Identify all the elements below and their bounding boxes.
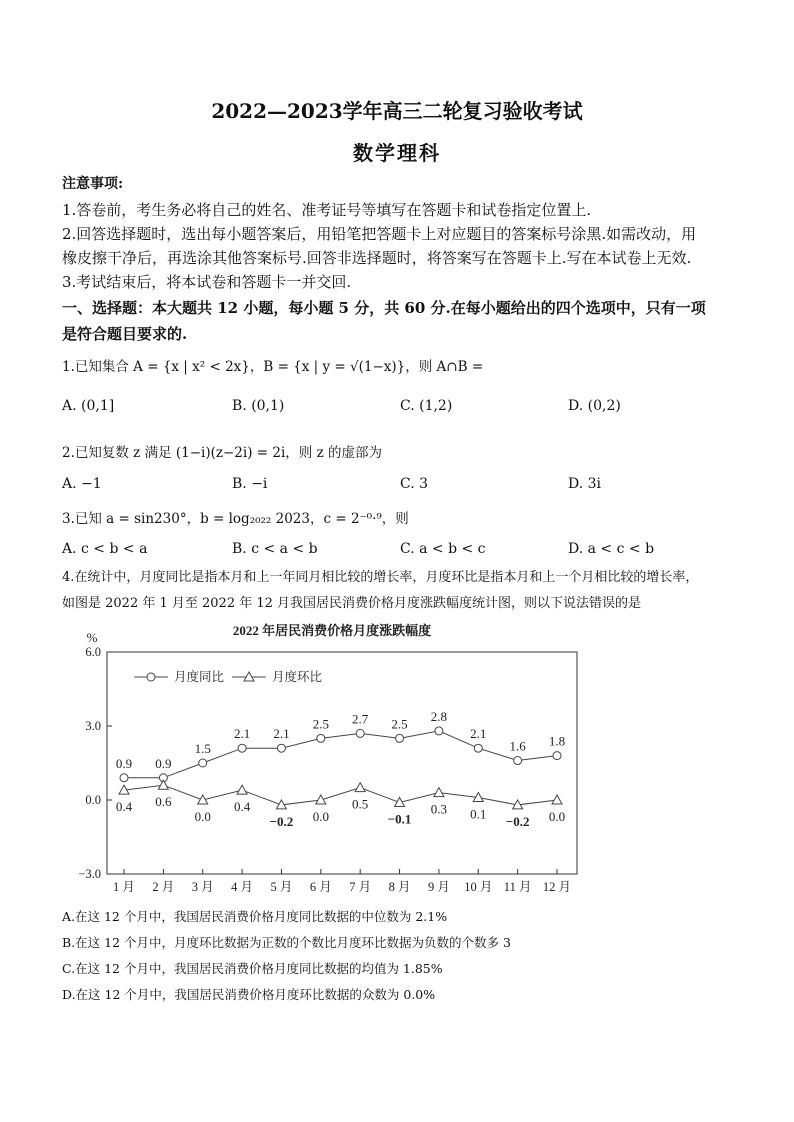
section1-heading-cont: 是符合题目要求的. [62,325,188,343]
data-label-mom: 0.3 [430,801,448,817]
series-lines [124,731,557,805]
data-point-yoy [435,727,443,735]
data-point-yoy [356,729,364,737]
section1-heading: 一、选择题：本大题共 12 小题，每小题 5 分，共 60 分.在每小题给出的四个选项中，只有一项 [62,299,706,317]
data-point-yoy [553,752,561,760]
y-axis-unit-label: % [86,630,98,645]
data-point-yoy [396,734,404,742]
x-tick-label: 7 月 [349,880,372,894]
question-1-option-d[interactable]: D. (0,2) [568,398,621,414]
question-2-option-a[interactable]: A. −1 [62,476,102,492]
y-tick-label: −3.0 [78,867,101,881]
data-label-yoy: 2.1 [273,726,290,742]
data-label-mom: 0.0 [312,809,329,824]
data-label-yoy: 2.1 [233,726,251,742]
y-tick-label: 0.0 [85,793,101,807]
data-label-yoy: 1.6 [509,738,526,754]
x-tick-label: 12 月 [542,880,572,894]
question-2-stem: 2.已知复数 z 满足 (1−i)(z−2i) = 2i，则 z 的虚部为 [62,445,382,461]
data-label-yoy: 1.8 [548,733,566,749]
x-tick-label: 11 月 [503,880,532,894]
data-point-yoy [120,774,128,782]
notice-item-3: 3.考试结束后，将本试卷和答题卡一并交回. [62,273,352,291]
data-label-mom: 0.6 [155,794,172,810]
question-4-stem-line2: 如图是 2022 年 1 月至 2022 年 12 月我国居民消费价格月度涨跌幅度统计图，则以下说法错误的是 [62,596,642,611]
question-3-stem: 3.已知 a = sin230°，b = log₂₀₂₂ 2023，c = 2⁻⁰·⁹，则 [62,511,409,527]
data-point-mom [552,795,562,804]
data-label-mom: 0.1 [470,806,487,822]
x-tick-label: 10 月 [464,880,493,894]
data-point-yoy [514,757,522,765]
data-label-yoy: 2.8 [430,708,448,724]
data-label-yoy: 2.7 [352,711,369,727]
series-line-yoy [124,731,557,778]
data-label-yoy: 0.9 [155,755,172,771]
data-point-yoy [238,744,246,752]
question-2-option-b[interactable]: B. −i [232,476,268,492]
notice-item-1: 1.答卷前，考生务必将自己的姓名、准考证号等填写在答题卡和试卷指定位置上. [62,201,592,219]
notice-heading: 注意事项: [62,176,124,192]
legend-circle-marker [147,673,155,681]
data-label-mom: 0.5 [352,796,369,812]
data-label-yoy: 0.9 [115,755,133,771]
x-tick-label: 2 月 [152,880,175,894]
data-label-mom: 0.4 [233,799,251,815]
data-point-yoy [474,744,482,752]
legend-label-yoy: 月度同比 [174,670,225,684]
data-point-mom [434,788,444,797]
x-tick-label: 6 月 [309,880,332,894]
data-point-mom [158,780,168,789]
question-1-option-c[interactable]: C. (1,2) [400,398,453,414]
data-label-yoy: 2.1 [470,726,487,742]
data-label-mom: −0.2 [269,813,294,829]
data-point-mom [355,783,365,792]
chart-title: 2022 年居民消费价格月度涨跌幅度 [232,623,432,638]
question-4-option-d[interactable]: D.在这 12 个月中，我国居民消费价格月度环比数据的众数为 0.0% [62,987,436,1002]
question-4-option-c[interactable]: C.在这 12 个月中，我国居民消费价格月度同比数据的均值为 1.85% [62,961,443,976]
data-label-mom: −0.2 [505,813,530,829]
notice-item-2-cont: 橡皮擦干净后，再选涂其他答案标号.回答非选择题时，将答案写在答题卡上.写在本试卷上无效. [62,249,692,267]
data-label-mom: 0.0 [194,809,211,824]
series-data-labels [116,709,565,829]
question-2-option-d[interactable]: D. 3i [568,476,602,492]
x-axis-ticks [113,869,571,894]
question-1-option-a[interactable]: A. (0,1] [62,398,115,414]
x-tick-label: 3 月 [191,880,214,894]
question-1-option-b[interactable]: B. (0,1) [232,398,285,414]
question-4-stem-line1: 4.在统计中，月度同比是指本月和上一年同月相比较的增长率，月度环比是指本月和上一个月相比较的增长率， [62,570,699,585]
data-label-mom: −0.1 [387,811,412,827]
x-tick-label: 5 月 [270,880,293,894]
data-point-yoy [277,744,285,752]
exam-title: 2022—2023学年高三二轮复习验收考试 [211,99,583,123]
question-3-option-a[interactable]: A. c < b < a [62,541,148,557]
x-tick-label: 1 月 [113,880,135,894]
question-3-option-c[interactable]: C. a < b < c [400,541,486,557]
subject-title: 数学理科 [353,141,441,165]
question-1-stem: 1.已知集合 A = {x | x² < 2x}，B = {x | y = √(1−x)}，则 A∩B = [62,359,484,375]
x-tick-label: 4 月 [231,880,254,894]
series-markers [119,727,562,809]
plot-area-frame [107,652,577,874]
question-4-option-b[interactable]: B.在这 12 个月中，月度环比数据为正数的个数比月度环比数据为负数的个数多 3 [62,935,511,950]
legend-label-mom: 月度环比 [272,670,323,684]
data-label-yoy: 1.5 [194,741,211,756]
x-tick-label: 8 月 [388,880,411,894]
y-tick-label: 6.0 [85,645,101,659]
y-tick-label: 3.0 [85,719,101,733]
cpi-line-chart [62,614,602,900]
data-point-mom [316,795,326,804]
x-tick-label: 9 月 [427,880,450,894]
data-label-yoy: 2.5 [312,716,329,732]
chart-legend [134,669,323,684]
data-label-mom: 0.0 [548,809,566,824]
question-3-option-d[interactable]: D. a < c < b [568,541,655,557]
data-point-yoy [199,759,207,767]
data-label-yoy: 2.5 [391,716,408,732]
question-4-option-a[interactable]: A.在这 12 个月中，我国居民消费价格月度同比数据的中位数为 2.1% [62,909,448,924]
question-2-option-c[interactable]: C. 3 [400,476,429,492]
question-3-option-b[interactable]: B. c < a < b [232,541,318,557]
data-label-mom: 0.4 [115,799,133,815]
series-line-mom [124,785,557,805]
notice-item-2: 2.回答选择题时，选出每小题答案后，用铅笔把答题卡上对应题目的答案标号涂黑.如需改动，用 [62,225,697,243]
data-point-mom [237,785,247,794]
data-point-yoy [317,734,325,742]
